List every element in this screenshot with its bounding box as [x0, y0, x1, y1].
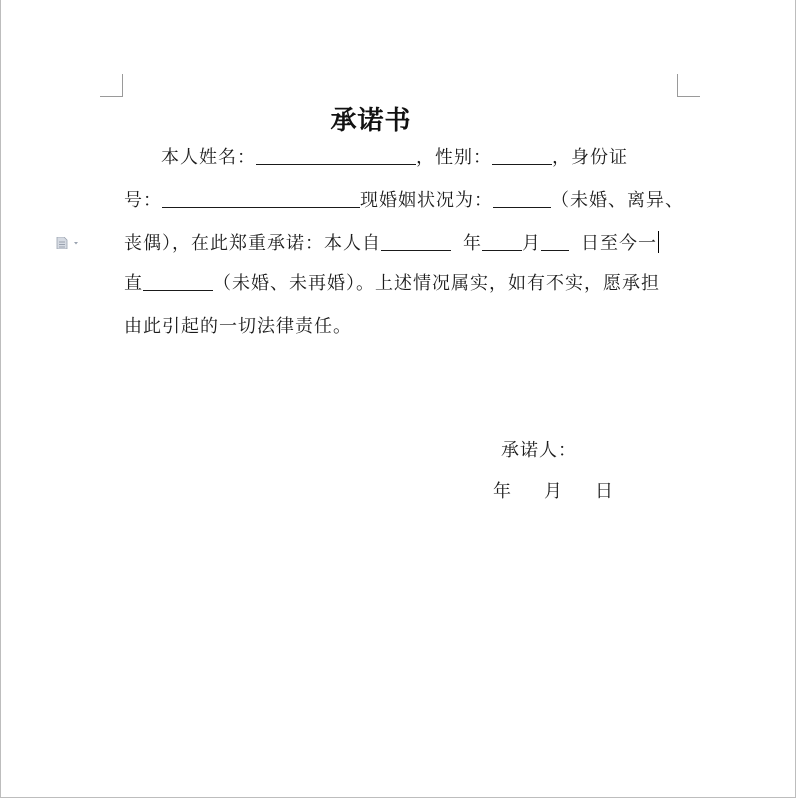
id-label: ，身份证: [552, 147, 628, 168]
month-label: 月: [522, 233, 541, 254]
name-label: 本人姓名：: [161, 147, 256, 168]
signature-day-label: 日: [595, 481, 614, 502]
pledge-text: 丧偶），在此郑重承诺：本人自: [124, 233, 381, 254]
day-label: 日至今一: [581, 233, 657, 254]
margin-corner-top-right: [677, 74, 700, 97]
year-blank[interactable]: [381, 230, 451, 251]
document-title: 承诺书: [330, 106, 412, 136]
day-blank[interactable]: [541, 230, 569, 251]
year-label: 年: [463, 233, 482, 254]
document-icon[interactable]: [56, 234, 82, 246]
text-line-4: [124, 270, 660, 298]
text-line-3: [124, 230, 659, 258]
month-blank[interactable]: [482, 230, 522, 251]
gender-blank[interactable]: [492, 144, 552, 165]
marital-options-text: （未婚、离异、: [551, 190, 684, 211]
statement-text: （未婚、未再婚）。上述情况属实，如有不实，愿承担: [213, 273, 660, 294]
text-line-2: [124, 187, 684, 215]
name-blank[interactable]: [256, 144, 416, 165]
continuous-status-blank[interactable]: [143, 270, 213, 291]
text-line-1: [161, 144, 628, 172]
marital-status-blank[interactable]: [493, 187, 551, 208]
text-cursor: [658, 231, 659, 253]
margin-corner-top-left: [100, 74, 123, 97]
continuous-label: 直: [124, 273, 143, 294]
liability-text: 由此引起的一切法律责任。: [124, 316, 352, 337]
signature-month-label: 月: [544, 481, 563, 502]
marital-status-label: 现婚姻状况为：: [360, 190, 493, 211]
signer-label: 承诺人：: [501, 440, 577, 461]
text-line-5: [124, 313, 352, 341]
signature-year-label: 年: [493, 481, 512, 502]
id-number-blank[interactable]: [162, 187, 360, 208]
signature-date: [493, 478, 614, 506]
gender-label: ，性别：: [416, 147, 492, 168]
id-number-label: 号：: [124, 190, 162, 211]
